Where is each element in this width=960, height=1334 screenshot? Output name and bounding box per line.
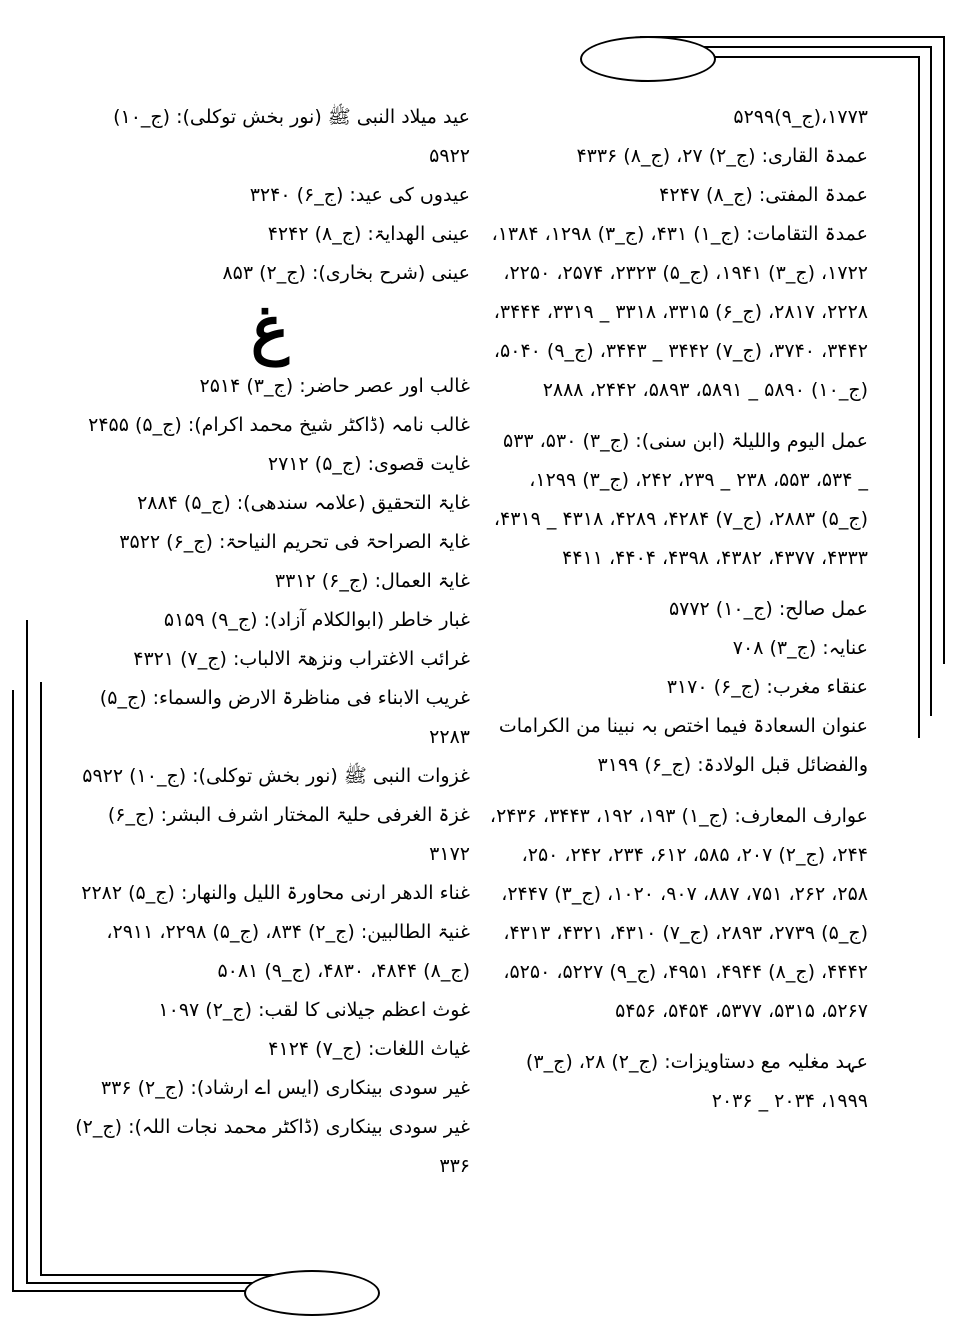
index-entry: عمدۃ القاری: (ج_۲) ۲۷، (ج_۸) ۴۳۳۶	[576, 145, 868, 167]
spacer	[488, 1031, 868, 1043]
frame-right-line-outer	[943, 36, 945, 664]
spacer	[488, 410, 868, 422]
right-column	[488, 98, 868, 1121]
frame-left-line-outer	[12, 690, 14, 1290]
index-entry: غیاث اللغات: (ج_۷) ۴۱۲۴	[268, 1038, 470, 1060]
index-entry: غالب اور عصر حاضر: (ج_۳) ۲۵۱۴	[199, 375, 470, 397]
index-entry: ۱۷۷۳،(ج_۹)۵۲۹۹	[733, 106, 868, 128]
index-entry: غایۃ العمال: (ج_۶) ۳۳۱۲	[274, 570, 470, 592]
index-entry: غزوات النبی ﷺ (نور بخش توکلی): (ج_۱۰) ۵۹۲۲	[82, 765, 470, 787]
index-entry: غنیۃ الطالبین: (ج_۲) ۸۳۴، (ج_۵) ۲۲۹۸، ۲۹۱۱، (ج_۸) ۴۸۴۴، ۴۸۳۰، (ج_۹) ۵۰۸۱	[106, 921, 470, 982]
index-entry: غایۃ التحقیق (علامہ سندھی): (ج_۵) ۲۸۸۴	[137, 492, 470, 514]
frame-right-line-inner	[918, 56, 920, 738]
index-entry: غایۃ الصراحۃ فی تحریم النیاحۃ: (ج_۶) ۳۵۲۲	[119, 531, 470, 553]
index-entry: عمل صالح: (ج_۱۰) ۵۷۷۲	[668, 598, 868, 620]
index-entry: عمدۃ المفتی: (ج_۸) ۴۲۴۷	[659, 184, 868, 206]
left-column	[70, 98, 470, 1186]
index-entry: عید میلاد النبی ﷺ (نور بخش توکلی): (ج_۱۰) ۵۹۲۲	[113, 106, 470, 167]
frame-top-oval	[580, 36, 716, 82]
index-entry: عیدوں کی عید: (ج_۶) ۳۲۴۰	[249, 184, 470, 206]
frame-right-line-middle	[930, 46, 932, 716]
index-entry: عنایہ: (ج_۳) ۷۰۸	[732, 637, 868, 659]
section-letter-heading: غ	[250, 292, 290, 367]
frame-left-line-inner	[40, 682, 42, 1274]
index-entry: غریب الابناء فی مناظرۃ الارض والسماء: (ج_۵) ۲۲۸۳	[99, 687, 470, 748]
index-entry: عینی الھدایۃ: (ج_۸) ۴۲۴۲	[267, 223, 470, 245]
index-entry: عنقاء مغرب: (ج_۶) ۳۱۷۰	[666, 676, 868, 698]
frame-bottom-line-inner	[40, 1274, 290, 1276]
index-entry: غبار خاطر (ابوالکلام آزاد): (ج_۹) ۵۱۵۹	[163, 609, 470, 631]
frame-left-line-middle	[26, 620, 28, 1282]
index-entry: عمل الیوم واللیلۃ (ابن سنی): (ج_۳) ۵۳۰، ۵۳۳ _ ۵۳۴، ۵۵۳، ۲۳۸ _ ۲۳۹، ۲۴۲، (ج_۳) ۱۲۹۹، (ج_۵) ۲۸۸۳، (ج_۷) ۴۲۸۴، ۴۲۸۹، ۴۳۱۸ _ ۴۳۱۹، ۴۳۳۳، ۴۳۷۷، ۴۳۸۲، ۴۳۹۸، ۴۴۰۴، ۴۴۱۱	[493, 430, 868, 569]
spacer	[488, 578, 868, 590]
index-entry: غناء الدھر ارنی محاورۃ اللیل والنھار: (ج_۵) ۲۲۸۲	[81, 882, 470, 904]
frame-bottom-oval	[244, 1270, 380, 1316]
index-entry: غزۃ الغرفی حلیۃ المختار اشرف البشر: (ج_۶) ۳۱۷۲	[107, 804, 470, 865]
index-entry: غیر سودی بینکاری (ایس اے ارشاد): (ج_۲) ۳۳۶	[100, 1077, 470, 1099]
index-entry: غایت قصوی: (ج_۵) ۲۷۱۲	[267, 453, 470, 475]
index-entry: عوارف المعارف: (ج_۱) ۱۹۳، ۱۹۲، ۳۴۴۳، ۲۴۳۶، ۲۴۴، (ج_۲) ۲۰۷، ۵۸۵، ۶۱۲، ۲۳۴، ۲۴۲، ۲۵۰، ۲۵۸، ۲۶۲، ۷۵۱، ۸۸۷، ۹۰۷، ۱۰۲۰، (ج_۳) ۲۴۴۷، (ج_۵) ۲۷۳۹، ۲۸۹۳، (ج_۷) ۴۳۱۰، ۴۳۲۱، ۴۳۱۳، ۴۴۴۲، (ج_۸) ۴۹۴۴، ۴۹۵۱، (ج_۹) ۵۲۲۷، ۵۲۵۰، ۵۲۶۷، ۵۳۱۵، ۵۳۷۷، ۵۴۵۴، ۵۴۵۶	[489, 805, 868, 1022]
index-entry: عنوان السعادۃ فیما اختص بہ نبینا من الکرامات والفضائل قبل الولادۃ: (ج_۶) ۳۱۹۹	[498, 715, 868, 776]
index-entry: غیر سودی بینکاری (ڈاکٹر محمد نجات اللہ): (ج_۲) ۳۳۶	[75, 1116, 470, 1177]
index-entry: عہد مغلیہ مع دستاویزات: (ج_۲) ۲۸، (ج_۳) ۱۹۹۹، ۲۰۳۴ _ ۲۰۳۶	[525, 1051, 868, 1112]
frame-top-line-outer	[640, 36, 945, 38]
index-entry: غوث اعظم جیلانی کا لقب: (ج_۲) ۱۰۹۷	[158, 999, 470, 1021]
index-entry: عمدۃ التقامات: (ج_۱) ۴۳۱، (ج_۳) ۱۲۹۸، ۱۳۸۴، ۱۷۲۲، (ج_۳) ۱۹۴۱، (ج_۵) ۲۳۲۳، ۲۵۷۴، ۲۲۵۰، ۲۲۲۸، ۲۸۱۷، (ج_۶) ۳۳۱۵، ۳۳۱۸ _ ۳۳۱۹، ۳۴۴۴، ۳۴۴۲، ۳۷۴۰، (ج_۷) ۳۴۴۲ _ ۳۴۴۳، (ج_۹) ۵۰۴۰، (ج_۱۰) ۵۸۹۰ _ ۵۸۹۱، ۵۸۹۳، ۲۴۴۲، ۲۸۸۸	[491, 223, 868, 401]
spacer	[488, 785, 868, 797]
index-entry: غرائب الاغتراب ونزھۃ الالباب: (ج_۷) ۴۳۲۱	[133, 648, 470, 670]
index-entry: غالب نامہ (ڈاکٹر شیخ محمد اکرام): (ج_۵) ۲۴۵۵	[88, 414, 470, 436]
index-entry: عینی (شرح بخاری): (ج_۲) ۸۵۳	[222, 262, 470, 284]
